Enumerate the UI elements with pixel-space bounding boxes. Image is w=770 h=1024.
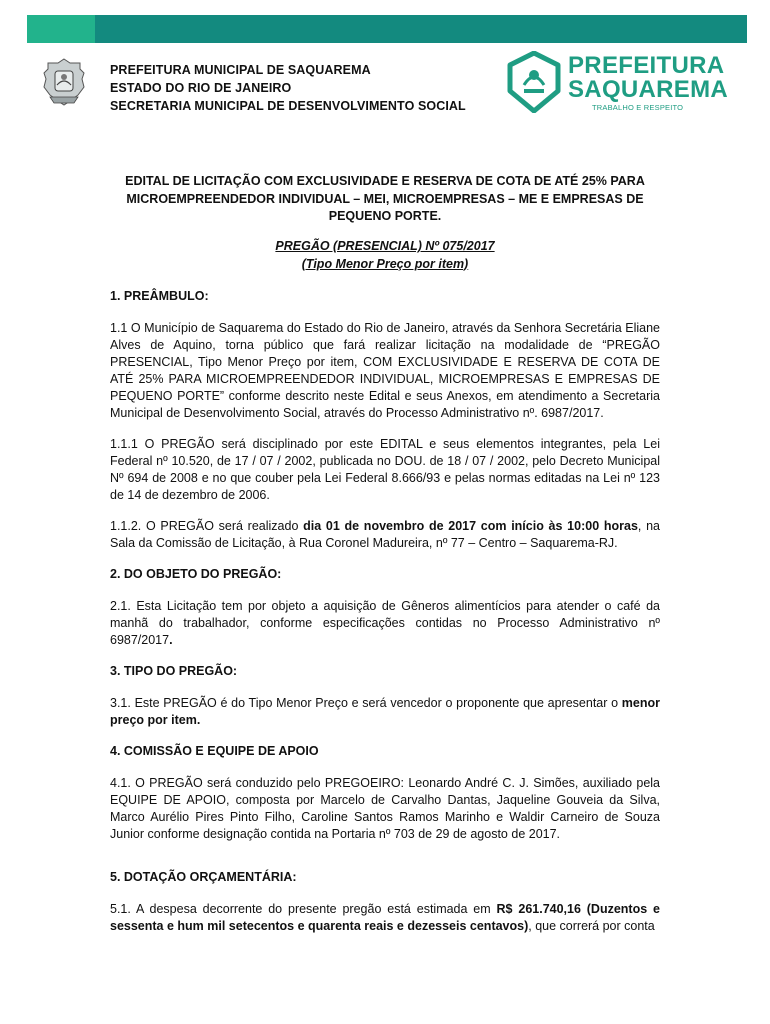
session-date: dia 01 de novembro de 2017 com início às 10:00 horas bbox=[303, 519, 638, 533]
pregao-number: PREGÃO (PRESENCIAL) Nº 075/2017 bbox=[275, 239, 495, 253]
estimated-amount: R$ 261.740,16 (Duzentos e sessenta e hum mil setecentos e quarenta reais e dezesseis centavos) bbox=[110, 902, 660, 933]
header-line-prefeitura: PREFEITURA MUNICIPAL DE SAQUAREMA bbox=[110, 63, 371, 77]
brand-slogan: TRABALHO E RESPEITO bbox=[592, 103, 684, 112]
pregao-heading bbox=[110, 238, 660, 273]
institution-header bbox=[110, 61, 466, 115]
top-color-bar bbox=[27, 15, 747, 43]
section-heading-dotacao: 5. DOTAÇÃO ORÇAMENTÁRIA: bbox=[110, 870, 297, 884]
section-heading-comissao: 4. COMISSÃO E EQUIPE DE APOIO bbox=[110, 744, 319, 758]
header-line-secretaria: SECRETARIA MUNICIPAL DE DESENVOLVIMENTO SOCIAL bbox=[110, 99, 466, 113]
prefeitura-brand-logo bbox=[506, 49, 729, 117]
document-body bbox=[110, 288, 660, 935]
document-title: EDITAL DE LICITAÇÃO COM EXCLUSIVIDADE E RESERVA DE COTA DE ATÉ 25% PARA MICROEMPREENDEDOR INDIVIDUAL – MEI, MICROEMPRESAS – ME E EMPRESAS DE PEQUENO PORTE. bbox=[125, 174, 645, 223]
section-heading-objeto: 2. DO OBJETO DO PREGÃO: bbox=[110, 567, 282, 581]
pregao-type: (Tipo Menor Preço por item) bbox=[301, 256, 469, 271]
brand-word-prefeitura: PREFEITURA bbox=[568, 52, 725, 79]
paragraph-3-1-text: 3.1. Este PREGÃO é do Tipo Menor Preço e será vencedor o proponente que apresentar o bbox=[110, 696, 622, 710]
paragraph-4-1: 4.1. O PREGÃO será conduzido pelo PREGOEIRO: Leonardo André C. J. Simões, auxiliado pela EQUIPE DE APOIO, composta por Marcelo de Carvalho Dantas, Jaqueline Gouveia da Silva, Marco Aurélio Pires Pinto Filho, Caroline Santos Ramos Marinho e Waldir Carneiro de Souza Junior conforme designação contida na Portaria nº 703 de 29 de agosto de 2017. bbox=[110, 776, 660, 841]
paragraph-1-1: 1.1 O Município de Saquarema do Estado do Rio de Janeiro, através da Senhora Secretária Eliane Alves de Aquino, torna público que fará realizar licitação na modalidade de “PREGÃO PRESENCIAL, Tipo Menor Preço por item, COM EXCLUSIVIDADE E RESERVA DE COTA DE ATÉ 25% PARA MICROEMPREENDEDOR INDIVIDUAL, MICROEMPRESAS E EMPRESAS DE PEQUENO PORTE” conforme descrito neste Edital e seus Anexos, em atendimento a Secretaria Municipal de Desenvolvimento Social, através do Processo Administrativo nº. 6987/2017. bbox=[110, 321, 660, 420]
paragraph-2-1 bbox=[110, 598, 660, 649]
paragraph-5-1 bbox=[110, 901, 660, 935]
municipal-crest-icon bbox=[40, 57, 88, 107]
top-color-bar-accent bbox=[27, 15, 95, 43]
paragraph-5-1-start: 5.1. A despesa decorrente do presente pregão está estimada em bbox=[110, 902, 497, 916]
section-heading-tipo: 3. TIPO DO PREGÃO: bbox=[110, 664, 238, 678]
paragraph-5-1-end: , que correrá por conta bbox=[528, 919, 655, 933]
header-line-estado: ESTADO DO RIO DE JANEIRO bbox=[110, 81, 292, 95]
paragraph-2-1-period: . bbox=[169, 633, 173, 647]
paragraph-1-1-2-end: , na Sala da Comissão de Licitação, à Rua Coronel Madureira, nº 77 – Centro – Saquarema-RJ. bbox=[110, 519, 660, 550]
paragraph-2-1-text: 2.1. Esta Licitação tem por objeto a aquisição de Gêneros alimentícios para atender o café da manhã do trabalhador, conforme especificações contidas no Processo Administrativo nº 6987/2017 bbox=[110, 599, 660, 647]
paragraph-1-1-2 bbox=[110, 518, 660, 552]
brand-word-saquarema: SAQUAREMA bbox=[568, 76, 729, 103]
paragraph-3-1 bbox=[110, 695, 660, 729]
brand-shield-icon bbox=[506, 51, 562, 113]
paragraph-1-1-2-start: 1.1.2. O PREGÃO será realizado bbox=[110, 519, 304, 533]
paragraph-1-1-1: 1.1.1 O PREGÃO será disciplinado por este EDITAL e seus elementos integrantes, pela Lei Federal nº 10.520, de 17 / 07 / 2002, publicada no DOU. de 18 / 07 / 2002, pelo Decreto Municipal Nº 694 de 2008 e no que couber pela Lei Federal 8.666/93 e pelas normas editadas na Lei nº 123 de 14 de dezembro de 2006. bbox=[110, 437, 660, 502]
section-heading-preambulo: 1. PREÂMBULO: bbox=[110, 289, 209, 303]
paragraph-3-1-bold: menor preço por item. bbox=[110, 696, 660, 727]
